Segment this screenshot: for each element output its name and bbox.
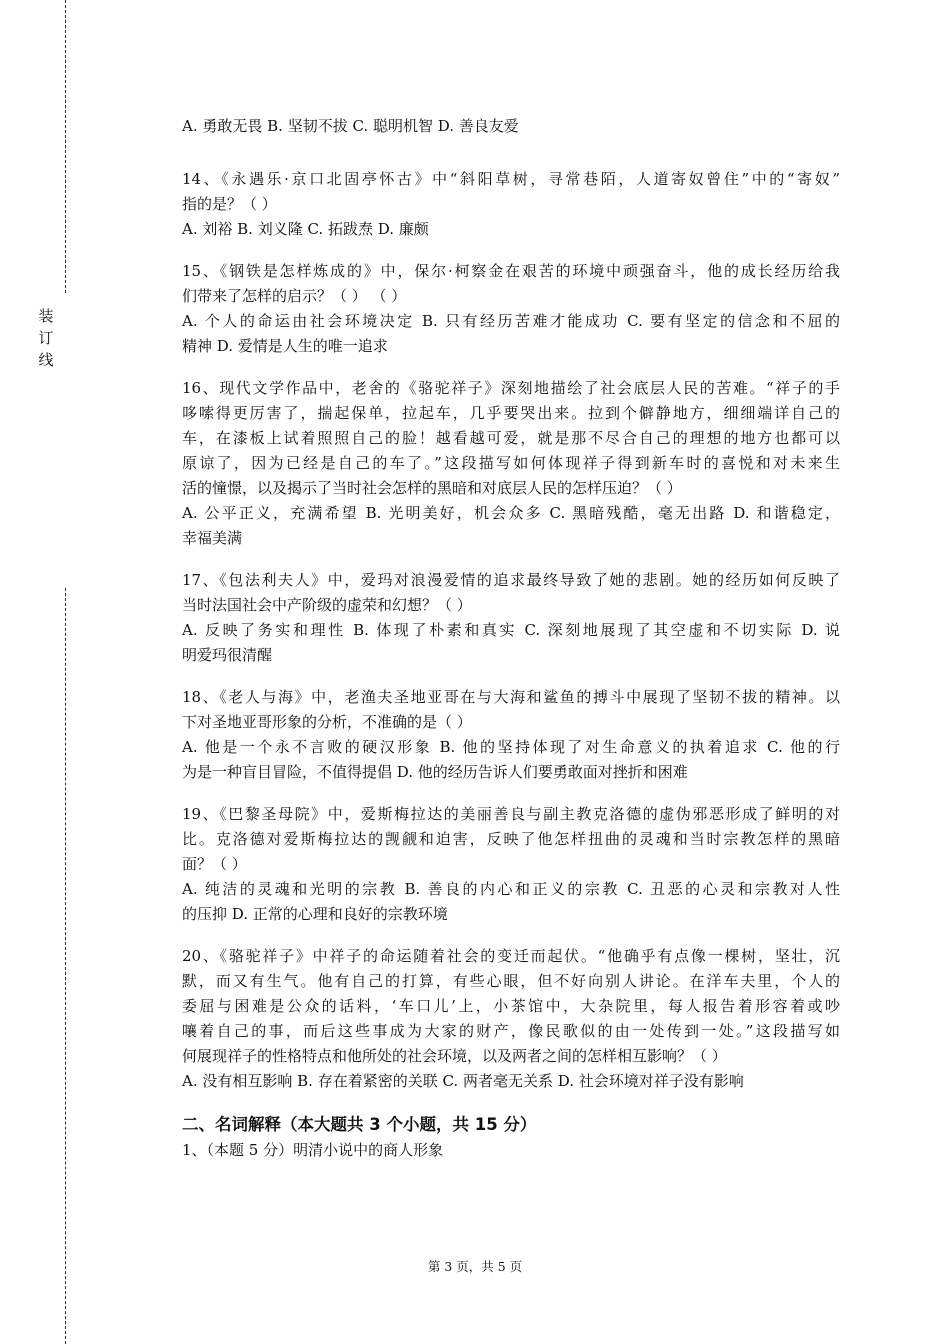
question-text: 下对圣地亚哥形象的分析，不准确的是（ ） [182, 713, 472, 731]
question-text: 们带来了怎样的启示？（ ） （ ） [182, 287, 407, 305]
question-options: A. 个人的命运由社会环境决定 B. 只有经历苦难才能成功 C. 要有坚定的信念和不屈的 [182, 312, 840, 330]
question-options: A. 他是一个永不言败的硬汉形象 B. 他的坚持体现了对生命意义的执着追求 C. 他的行 [182, 738, 840, 756]
question-text: 默，而又有生气。他有自己的打算，有些心眼，但不好向别人讲论。在洋车夫里，个人的 [182, 972, 840, 990]
question-text: 何展现祥子的性格特点和他所处的社会环境，以及两者之间的怎样相互影响？（ ） [182, 1047, 727, 1065]
question-15 [182, 259, 840, 359]
section-item: 1、（本题 5 分）明清小说中的商人形象 [182, 1141, 444, 1159]
question-options: A. 刘裕 B. 刘义隆 C. 拓跋焘 D. 廉颇 [182, 220, 429, 238]
page-number: 第 3 页，共 5 页 [427, 1259, 523, 1274]
binding-char: 装 [38, 307, 54, 325]
question-options: A. 没有相互影响 B. 存在着紧密的关联 C. 两者毫无关系 D. 社会环境对祥子没有影响 [182, 1072, 744, 1090]
question-text: 原谅了，因为已经是自己的车了。”这段描写如何体现祥子得到新车时的喜悦和对未来生 [182, 454, 840, 472]
question-18 [182, 685, 840, 785]
question-options: A. 纯洁的灵魂和光明的宗教 B. 善良的内心和正义的宗教 C. 丑恶的心灵和宗教对人性 [182, 880, 840, 898]
question-text: 20、《骆驼祥子》中祥子的命运随着社会的变迁而起伏。“他确乎有点像一棵树，坚壮，沉 [182, 947, 840, 965]
question-text: 17、《包法利夫人》中，爱玛对浪漫爱情的追求最终导致了她的悲剧。她的经历如何反映了 [182, 571, 840, 589]
section-heading: 二、名词解释（本大题共 3 个小题，共 15 分） [182, 1115, 537, 1134]
exam-content [182, 114, 840, 1162]
question-text: 18、《老人与海》中，老渔夫圣地亚哥在与大海和鲨鱼的搏斗中展现了坚韧不拔的精神。以 [182, 688, 840, 706]
binding-line-bottom [65, 588, 66, 1344]
question-options: 为是一种盲目冒险，不值得提倡 D. 他的经历告诉人们要勇敢面对挫折和困难 [182, 763, 688, 781]
question-17 [182, 568, 840, 668]
question-16 [182, 376, 840, 551]
question-14 [182, 167, 840, 242]
question-options: 的压抑 D. 正常的心理和良好的宗教环境 [182, 905, 448, 923]
question-options: 幸福美满 [182, 529, 243, 547]
binding-char: 线 [38, 351, 54, 369]
question-options: 明爱玛很清醒 [182, 646, 273, 664]
question-text: 面？（ ） [182, 855, 247, 873]
question-text: 比。克洛德对爱斯梅拉达的觊觎和迫害，反映了他怎样扭曲的灵魂和当时宗教怎样的黑暗 [182, 830, 840, 848]
binding-line-top [65, 0, 66, 293]
question-text: 指的是？（ ） [182, 195, 277, 213]
question-options: A. 勇敢无畏 B. 坚韧不拔 C. 聪明机智 D. 善良友爱 [182, 117, 519, 135]
question-text: 车，在漆板上试着照照自己的脸！越看越可爱，就是那不尽合自己的理想的地方也都可以 [182, 429, 840, 447]
question-text: 14、《永遇乐·京口北固亭怀古》中“斜阳草树，寻常巷陌，人道寄奴曾住”中的“寄奴” [182, 170, 840, 188]
binding-char: 订 [38, 329, 54, 347]
question-text: 19、《巴黎圣母院》中，爱斯梅拉达的美丽善良与副主教克洛德的虚伪邪恶形成了鲜明的对 [182, 805, 840, 823]
question-text: 15、《钢铁是怎样炼成的》中，保尔·柯察金在艰苦的环境中顽强奋斗，他的成长经历给我 [182, 262, 840, 280]
question-text: 16、现代文学作品中，老舍的《骆驼祥子》深刻地描绘了社会底层人民的苦难。“祥子的手 [182, 379, 840, 397]
binding-label [34, 305, 58, 371]
question-20 [182, 944, 840, 1094]
question-text: 哆嗦得更厉害了，揣起保单，拉起车，几乎要哭出来。拉到个僻静地方，细细端详自己的 [182, 404, 840, 422]
question-text: 嚷着自己的事，而后这些事成为大家的财产，像民歌似的由一处传到一处。”这段描写如 [182, 1022, 840, 1040]
question-options: A. 反映了务实和理性 B. 体现了朴素和真实 C. 深刻地展现了其空虚和不切实际 D. 说 [182, 621, 840, 639]
question-text: 活的憧憬，以及揭示了当时社会怎样的黑暗和对底层人民的怎样压迫？（ ） [182, 479, 682, 497]
question-text: 当时法国社会中产阶级的虚荣和幻想？（ ） [182, 596, 472, 614]
question-options: A. 公平正义，充满希望 B. 光明美好，机会众多 C. 黑暗残酷，毫无出路 D. 和谐稳定， [182, 504, 840, 522]
question-13 [182, 114, 840, 139]
question-options: 精神 D. 爱情是人生的唯一追求 [182, 337, 388, 355]
question-text: 委屈与困难是公众的话料，‘车口儿’上，小茶馆中，大杂院里，每人报告着形容着或吵 [182, 997, 840, 1015]
question-19 [182, 802, 840, 927]
